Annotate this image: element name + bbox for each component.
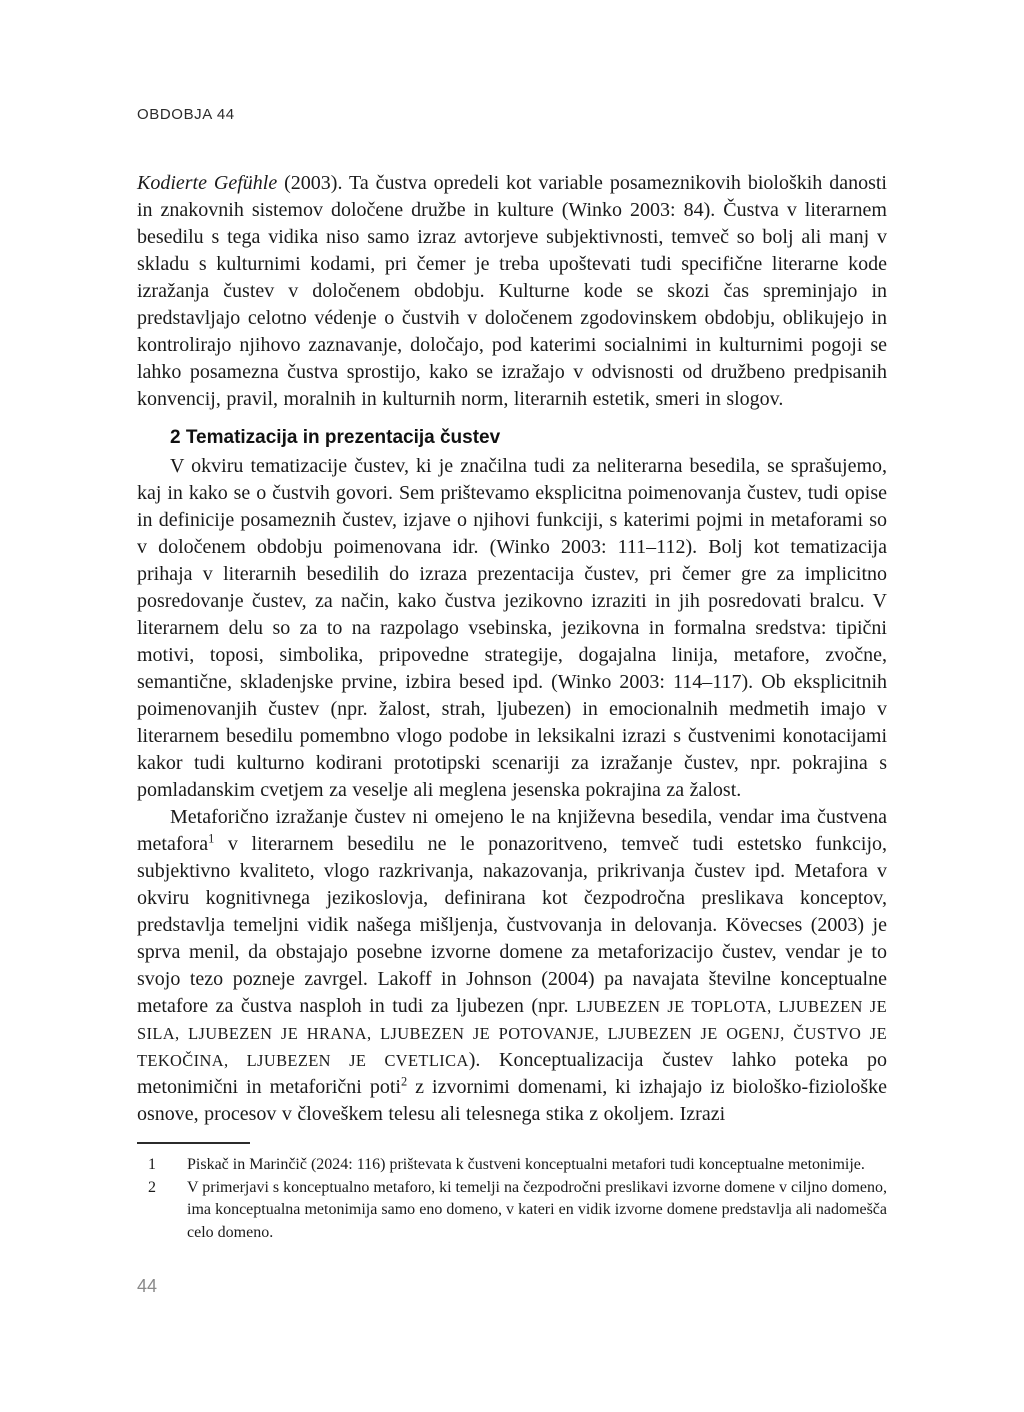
text-segment: 2 <box>400 1074 408 1089</box>
running-header: OBDOBJA 44 <box>137 106 235 123</box>
footnote <box>137 1154 887 1177</box>
footnote-number: 2 <box>148 1178 156 1196</box>
paragraph <box>137 170 887 413</box>
text-segment: ). Konceptualizacija čustev lahko poteka po metonimični in metaforični poti <box>137 1049 887 1098</box>
footnote <box>137 1177 887 1245</box>
footnote-text: Piskač in Marinčič (2024: 116) prištevata k čustveni konceptualni metafori tudi konceptualne metonimije. <box>187 1156 865 1173</box>
text-segment: v literarnem besedilu ne le ponazoritveno, temveč tudi estetsko funkcijo, subjektivno kvaliteto, vlogo razkrivanja, nakazovanja, prikrivanja čustev ipd. Metafora v okviru kognitivnega jezikoslovja, definirana kot čezpodročna preslikava konceptov, predstavlja temeljni vidik našega mišljenja, čustvovanja in delovanja. Kövecses (2003) je sprva menil, da obstajajo posebne izvorne domene za metaforizacijo čustev, vendar je to svojo tezo pozneje zavrgel. Lakoff in Johnson (2004) pa navajata številne konceptualne metafore za čustva nasploh in tudi za ljubezen (npr. <box>137 833 887 1017</box>
page-number: 44 <box>137 1276 158 1296</box>
text-segment: z izvornimi domenami, ki izhajajo iz biološko-fiziološke osnove, procesov v človeškem telesu ali telesnega stika z okoljem. Izrazi <box>137 1076 887 1125</box>
text-segment: Metaforično izražanje čustev ni omejeno le na književna besedila, vendar ima čustvena metafora <box>137 806 887 855</box>
footnote-separator <box>137 1142 250 1144</box>
footnote-number: 1 <box>148 1156 156 1173</box>
text-segment: V okviru tematizacije čustev, ki je značilna tudi za neliterarna besedila, se sprašujemo, kaj in kako se o čustvih govori. Sem prištevamo eksplicitna poimenovanja čustev, tudi opise in definicije posameznih čustev, izjave o njihovi funkciji, s katerimi pojmi in metaforami so v določenem obdobju poimenovana idr. (Winko 2003: 111–112). Bolj kot tematizacija prihaja v literarnih besedilih do izraza prezentacija čustev, pri čemer gre za implicitno posredovanje čustev, za način, kako čustva jezikovno izraziti in jih posredovati bralcu. V literarnem delu so za to na razpolago vsebinska, jezikovna in formalna sredstva: tipični motivi, toposi, simbolika, pripovedne strategije, dogajalna linija, metafore, zvočne, semantične, skladenjske prvine, izbira besed ipd. (Winko 2003: 114–117). Ob eksplicitnih poimenovanjih čustev (npr. žalost, strah, ljubezen) in emocionalnih medmetih imajo v literarnem besedilu pomembno vlogo podobe in leksikalni izrazi s čustvenimi konotacijami kakor tudi kulturno kodirani prototipski scenariji za izražanje čustev, npr. pokrajina s pomladanskim cvetjem za veselje ali meglena jesenska pokrajina za žalost. <box>137 455 887 801</box>
footnote-text: V primerjavi s konceptualno metaforo, ki temelji na čezpodročni preslikavi izvorne domene v ciljno domeno, ima konceptualna metonimija samo eno domeno, v kateri en vidik izvorne domene predstavlja ali nadomešča celo domeno. <box>187 1178 887 1241</box>
text-segment: (2003). Ta čustva opredeli kot variable posameznikovih bioloških danosti in znakovnih sistemov določene družbe in kulture (Winko 2003: 84). Čustva v literarnem besedilu s tega vidika niso samo izraz avtorjeve subjektivnosti, temveč so bolj ali manj v skladu s kulturnimi kodami, pri čemer je treba upoštevati tudi specifične literarne kode izražanja čustev v določenem obdobju. Kulturne kode se skozi čas spreminjajo in predstavljajo celotno védenje o čustvih v določenem zgodovinskem obdobju, oblikujejo in kontrolirajo njihovo zaznavanje, določajo, pod katerimi socialnimi in kulturnimi pogoji se lahko posamezna čustva sprostijo, kako se izražajo v odvisnosti od družbeno predpisanih konvencij, pravil, moralnih in kulturnih norm, literarnih estetik, smeri in slogov. <box>137 172 887 410</box>
page-content <box>137 170 887 1244</box>
paragraph <box>137 453 887 804</box>
text-segment: LJUBEZEN JE TOPLOTA, LJUBEZEN JE SILA, LJUBEZEN JE HRANA, LJUBEZEN JE POTOVANJE, LJUBEZEN JE OGENJ, ČUSTVO JE TEKOČINA, LJUBEZEN JE CVETLICA <box>137 997 887 1070</box>
paragraph <box>137 804 887 1128</box>
section-heading: 2 Tematizacija in prezentacija čustev <box>170 427 501 448</box>
text-segment: Kodierte Gefühle <box>137 172 278 194</box>
text-segment: 1 <box>208 831 215 846</box>
